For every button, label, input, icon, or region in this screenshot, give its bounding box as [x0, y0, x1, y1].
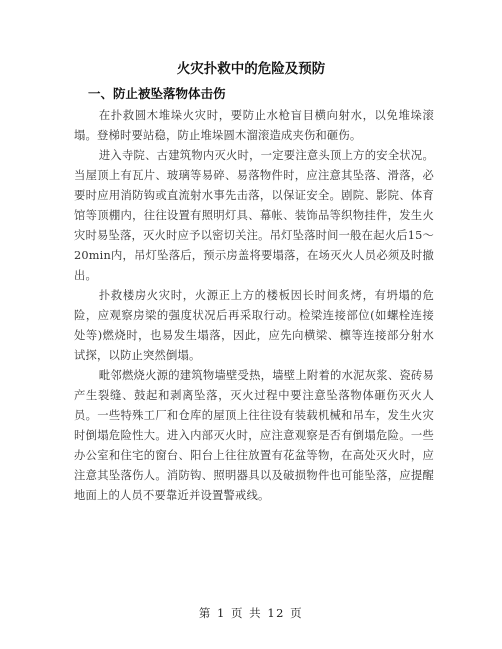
document-body: [74, 106, 434, 506]
body-paragraph: 在扑救圆木堆垛火灾时，要防止水枪盲目横向射水，以免堆垛滚塌。登梯时要站稳，防止堆垛圆木溜滚造成夹伤和砸伤。: [74, 109, 434, 142]
section-heading: 一、防止被坠落物体击伤: [88, 86, 226, 101]
page-footer: 第 1 页 共 12 页: [198, 606, 304, 620]
body-paragraph: 扑救楼房火灾时，火源正上方的楼板因长时间炙烤，有坍塌的危险，应观察房梁的强度状况后再采取行动。检梁连接部位(如螺栓连接处等)燃烧时，也易发生塌落，因此，应先向横梁、檩等连接部分射水试探，以防止突然倒塌。: [74, 289, 434, 362]
body-paragraph: 进入寺院、古建筑物内灭火时，一定要注意头顶上方的安全状况。当屋顶上有瓦片、玻璃等易碎、易落物件时，应注意其坠落、滑落，必要时应用消防钩或直流射水事先击落，以保证安全。剧院、影院、体育馆等顶棚内，往往设置有照明灯具、幕帐、装饰品等织物挂件，发生火灾时易坠落，灭火时应予以密切关注。吊灯坠落时间一般在起火后15～20min内，吊灯坠落后，预示房盖将要塌落，在场灭火人员必须及时撤出。: [74, 149, 434, 282]
document-title: 火灾扑救中的危险及预防: [176, 61, 326, 77]
body-paragraph: 毗邻燃烧火源的建筑物墙壁受热，墙壁上附着的水泥灰浆、瓷砖易产生裂缝、鼓起和剥离坠落，灭火过程中要注意坠落物体砸伤灭火人员。一些特殊工厂和仓库的屋顶上往往设有装载机械和吊车，发生火灾时倒塌危险性大。进入内部灭火时，应注意观察是否有倒塌危险。一些办公室和住宅的窗台、阳台上往往放置有花盆等物，在高处灭火时，应注意其坠落伤人。消防钩、照明器具以及破损物件也可能坠落，应提醒地面上的人员不要靠近并设置警戒线。: [74, 369, 434, 502]
